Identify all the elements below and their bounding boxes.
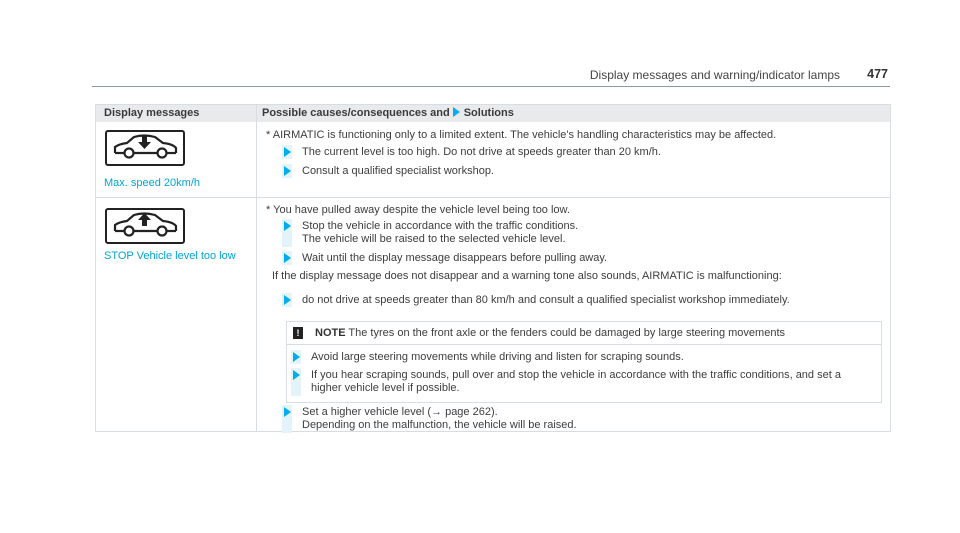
col-header-display-messages: Display messages xyxy=(104,107,200,119)
vehicle-level-lower-icon xyxy=(105,130,185,166)
note-divider xyxy=(287,344,881,345)
col-header-causes: Possible causes/consequences and xyxy=(262,107,450,119)
header-rule xyxy=(92,86,890,87)
arrow-right-icon xyxy=(284,295,291,305)
column-divider xyxy=(256,105,257,431)
cause-text: * You have pulled away despite the vehicle level being too low. xyxy=(266,204,570,216)
arrow-right-icon xyxy=(284,147,291,157)
note-text xyxy=(315,326,785,340)
display-messages-table xyxy=(95,104,891,432)
final-step-text-cont: Depending on the malfunction, the vehicle will be raised. xyxy=(302,419,577,431)
step-text: Wait until the display message disappears before pulling away. xyxy=(302,252,608,264)
cause-text: * AIRMATIC is functioning only to a limited extent. The vehicle's handling characteristics may be affected. xyxy=(266,129,777,141)
page-number: 477 xyxy=(867,67,888,81)
row-divider xyxy=(96,197,890,198)
note-body: The tyres on the front axle or the fenders could be damaged by large steering movements xyxy=(348,327,786,339)
col-header-causes-solutions xyxy=(262,107,514,119)
table-header xyxy=(96,105,890,122)
arrow-right-icon xyxy=(284,253,291,263)
step-text-cont: The vehicle will be raised to the selected vehicle level. xyxy=(302,233,566,245)
arrow-right-icon xyxy=(453,107,460,117)
note-box xyxy=(286,321,882,403)
step-text: The current level is too high. Do not drive at speeds greater than 20 km/h. xyxy=(302,146,661,158)
step-text: do not drive at speeds greater than 80 km/h and consult a qualified specialist workshop immediately. xyxy=(302,294,790,306)
vehicle-level-raise-icon xyxy=(105,208,185,244)
arrow-right-icon xyxy=(293,352,300,362)
note-step-text-cont: higher vehicle level if possible. xyxy=(311,382,460,394)
step-text: Consult a qualified specialist workshop. xyxy=(302,165,494,177)
running-header: Display messages and warning/indicator lamps xyxy=(589,68,840,82)
final-step-text[interactable]: Set a higher vehicle level (→ page 262). xyxy=(302,406,498,418)
arrow-right-icon xyxy=(284,166,291,176)
message-stop-vehicle-level: STOP Vehicle level too low xyxy=(104,250,236,262)
arrow-right-icon xyxy=(284,407,291,417)
warning-icon: ! xyxy=(293,327,303,339)
arrow-right-icon xyxy=(293,370,300,380)
note-step-text: If you hear scraping sounds, pull over and stop the vehicle in accordance with the traffic conditions, and set a xyxy=(311,369,841,381)
malfunction-text: If the display message does not disappear and a warning tone also sounds, AIRMATIC is malfunctioning: xyxy=(272,270,782,282)
arrow-right-icon xyxy=(284,221,291,231)
message-max-speed: Max. speed 20km/h xyxy=(104,177,200,189)
note-step-text: Avoid large steering movements while driving and listen for scraping sounds. xyxy=(311,351,684,363)
note-label: NOTE xyxy=(315,327,346,339)
step-text: Stop the vehicle in accordance with the traffic conditions. xyxy=(302,220,579,232)
col-header-solutions: Solutions xyxy=(463,107,514,119)
